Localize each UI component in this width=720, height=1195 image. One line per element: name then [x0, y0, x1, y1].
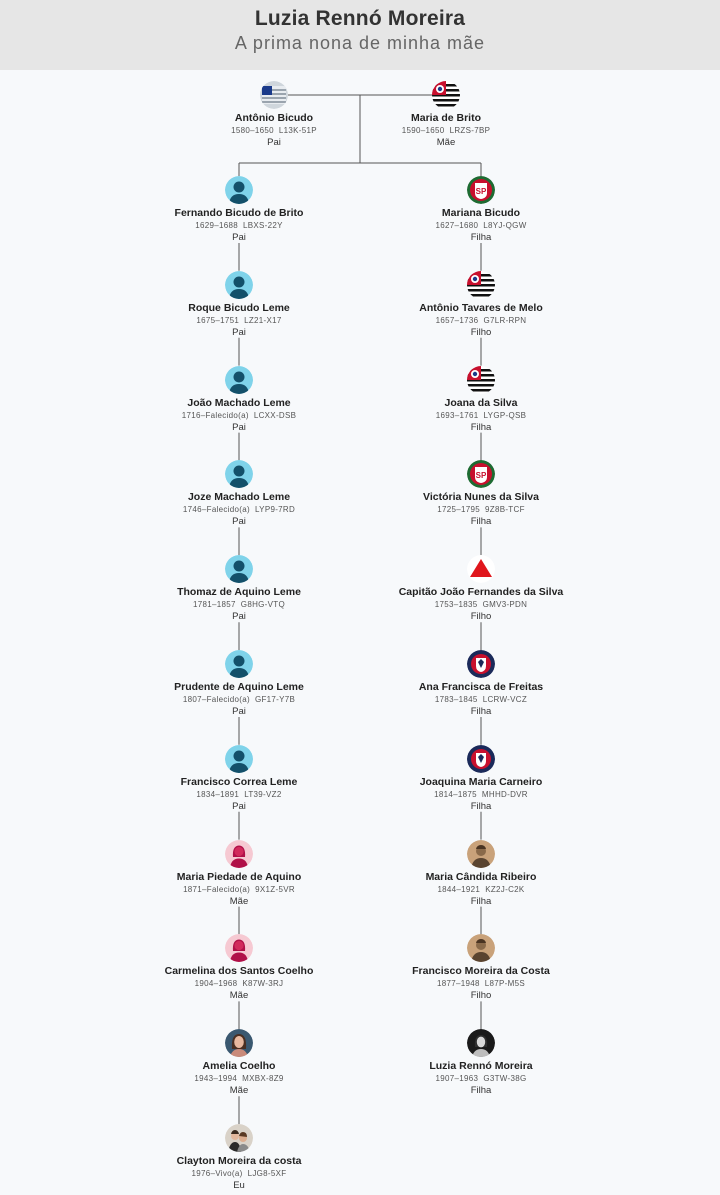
- person-id: MXBX-8Z9: [242, 1074, 284, 1084]
- person-details: [119, 1074, 359, 1083]
- person-relation: Pai: [232, 326, 246, 338]
- red-triangle-icon: [467, 555, 495, 583]
- person-details: [361, 885, 601, 894]
- person-details: [119, 221, 359, 230]
- person-dates: 1629–1688: [195, 221, 238, 230]
- person-relation: Pai: [232, 800, 246, 812]
- sp-emblem-icon: [467, 176, 495, 204]
- person-relation: Mãe: [229, 1085, 249, 1097]
- person-name: Antônio Bicudo: [234, 112, 314, 124]
- person-name: Joaquina Maria Carneiro: [419, 775, 543, 788]
- person-relation: Pai: [267, 137, 281, 148]
- person-relation: Mãe: [229, 990, 249, 1002]
- male-silhouette-icon: [225, 650, 253, 678]
- person-dates: 1590–1650: [401, 126, 445, 135]
- person-dates: 1943–1994: [194, 1074, 238, 1084]
- person-name: Amelia Coelho: [202, 1060, 276, 1073]
- person-dates: 1877–1948: [437, 979, 480, 989]
- person-id: G3TW-38G: [483, 1074, 527, 1084]
- person-dates: 1781–1857: [193, 600, 236, 610]
- person-dates: 1693–1761: [435, 410, 479, 420]
- female-silhouette-icon: [225, 840, 253, 868]
- person-dates: 1675–1751: [196, 315, 240, 325]
- person-name: Mariana Bicudo: [441, 207, 521, 219]
- person-details: [119, 790, 359, 799]
- person-id: L8YJ-QGW: [483, 221, 527, 230]
- person-details: [361, 600, 601, 609]
- person-details: [119, 1169, 359, 1178]
- person-id: LYP9-7RD: [255, 505, 296, 515]
- male-silhouette-icon: [225, 271, 253, 299]
- woman-photo-icon: [225, 1029, 253, 1057]
- sao-paulo-flag-icon: [432, 81, 460, 109]
- person-details: [119, 885, 359, 894]
- person-relation: Mãe: [436, 137, 456, 148]
- person-dates: 1657–1736: [435, 315, 479, 325]
- person-relation: Filha: [470, 895, 492, 907]
- male-silhouette-icon: [225, 176, 253, 204]
- person-dates: 1580–1650: [231, 126, 274, 135]
- person-dates: 1904–1968: [194, 979, 238, 989]
- person-name: Luzia Rennó Moreira: [429, 1060, 533, 1073]
- person-id: L87P-M5S: [484, 979, 525, 989]
- person-details: [119, 979, 359, 988]
- bw-portrait-icon: [467, 1029, 495, 1057]
- person-name: João Machado Leme: [187, 396, 291, 409]
- person-name: Carmelina dos Santos Coelho: [164, 965, 314, 978]
- person-id: LBXS-22Y: [243, 221, 283, 230]
- person-name: Roque Bicudo Leme: [188, 301, 290, 314]
- person-dates: 1807–Falecido(a): [182, 695, 250, 704]
- person-details: [326, 126, 566, 135]
- person-id: G7LR-RPN: [483, 315, 527, 325]
- svg-text:SP: SP: [475, 471, 487, 481]
- person-id: GMV3-PDN: [482, 600, 528, 610]
- couple-photo-icon: [225, 1124, 253, 1152]
- person-id: LZ21-X17: [244, 315, 282, 325]
- sao-paulo-flag-icon: [467, 271, 495, 299]
- person-relation: Eu: [233, 1180, 245, 1191]
- person-relation: Filha: [470, 421, 492, 433]
- person-dates: 1753–1835: [434, 600, 478, 610]
- person-relation: Mãe: [229, 895, 249, 907]
- person-dates: 1746–Falecido(a): [182, 505, 250, 515]
- person-name: Capitão João Fernandes da Silva: [398, 586, 564, 599]
- person-details: [119, 411, 359, 420]
- person-dates: 1783–1845: [434, 695, 478, 704]
- person-dates: 1976–Vivo(a): [191, 1169, 243, 1178]
- male-silhouette-icon: [225, 745, 253, 773]
- person-relation: Filho: [470, 611, 492, 623]
- person-dates: 1844–1921: [437, 884, 481, 894]
- person-relation: Filha: [470, 232, 492, 243]
- person-relation: Pai: [232, 232, 246, 243]
- person-name: Antônio Tavares de Melo: [419, 301, 543, 314]
- person-id: K87W-3RJ: [242, 979, 284, 989]
- person-details: [361, 695, 601, 704]
- person-details: [119, 316, 359, 325]
- svg-text:SP: SP: [475, 187, 487, 196]
- person-relation: Pai: [232, 421, 246, 433]
- page-title: Luzia Rennó Moreira: [254, 7, 466, 30]
- person-dates: 1627–1680: [435, 221, 479, 230]
- person-dates: 1907–1963: [435, 1074, 479, 1084]
- person-id: LT39-VZ2: [244, 789, 282, 799]
- person-name: Thomaz de Aquino Leme: [177, 586, 301, 599]
- person-id: 9X1Z-5VR: [255, 884, 295, 894]
- person-name: Maria Cândida Ribeiro: [425, 870, 537, 883]
- person-id: LJG8-5XF: [247, 1169, 287, 1178]
- person-name: Maria Piedade de Aquino: [176, 870, 302, 883]
- person-name: Clayton Moreira da costa: [176, 1155, 302, 1167]
- person-name: Joana da Silva: [444, 396, 518, 409]
- person-details: [361, 790, 601, 799]
- person-details: [361, 1074, 601, 1083]
- person-details: [119, 695, 359, 704]
- person-name: Fernando Bicudo de Brito: [174, 207, 304, 219]
- person-relation: Pai: [232, 706, 246, 717]
- person-name: Victória Nunes da Silva: [423, 491, 539, 504]
- person-relation: Pai: [232, 516, 246, 528]
- person-details: [119, 600, 359, 609]
- person-id: LCXX-DSB: [253, 410, 297, 420]
- person-relation: Filha: [470, 800, 492, 812]
- person-dates: 1725–1795: [437, 505, 480, 515]
- person-details: [361, 505, 601, 514]
- male-silhouette-icon: [225, 366, 253, 394]
- person-name: Prudente de Aquino Leme: [174, 681, 304, 693]
- person-relation: Filha: [470, 1085, 492, 1097]
- person-dates: 1871–Falecido(a): [183, 884, 251, 894]
- person-id: MHHD-DVR: [481, 789, 528, 799]
- person-relation: Filha: [470, 516, 492, 528]
- person-dates: 1814–1875: [434, 789, 477, 799]
- person-details: [361, 221, 601, 230]
- person-details: [361, 979, 601, 988]
- flag-photo-icon: [260, 81, 288, 109]
- person-details: [119, 505, 359, 514]
- person-relation: Filho: [470, 326, 492, 338]
- page-subtitle: A prima nona de minha mãe: [234, 33, 486, 53]
- person-relation: Pai: [232, 611, 246, 623]
- person-relation: Filho: [470, 990, 492, 1002]
- person-name: Ana Francisca de Freitas: [418, 681, 544, 693]
- person-id: LCRW-VCZ: [482, 695, 528, 704]
- crest-icon: [467, 650, 495, 678]
- person-name: Francisco Correa Leme: [180, 775, 298, 788]
- male-silhouette-icon: [225, 555, 253, 583]
- person-dates: 1834–1891: [196, 789, 240, 799]
- person-id: G8HG-VTQ: [240, 600, 285, 610]
- person-id: KZ2J-C2K: [485, 884, 525, 894]
- sao-paulo-flag-icon: [467, 366, 495, 394]
- person-id: 9Z8B-TCF: [485, 505, 525, 515]
- person-id: LYGP-QSB: [483, 410, 527, 420]
- person-name: Maria de Brito: [410, 112, 481, 124]
- person-id: L13K-51P: [278, 126, 317, 135]
- person-id: GF17-Y7B: [254, 695, 296, 704]
- portrait-photo-icon: [467, 840, 495, 868]
- person-details: [361, 411, 601, 420]
- person-dates: 1716–Falecido(a): [181, 410, 249, 420]
- person-relation: Filha: [470, 706, 492, 717]
- crest-icon: [467, 745, 495, 773]
- person-name: Joze Machado Leme: [187, 491, 291, 504]
- person-id: LRZS-7BP: [449, 126, 491, 135]
- person-name: Francisco Moreira da Costa: [412, 965, 550, 978]
- person-details: [361, 316, 601, 325]
